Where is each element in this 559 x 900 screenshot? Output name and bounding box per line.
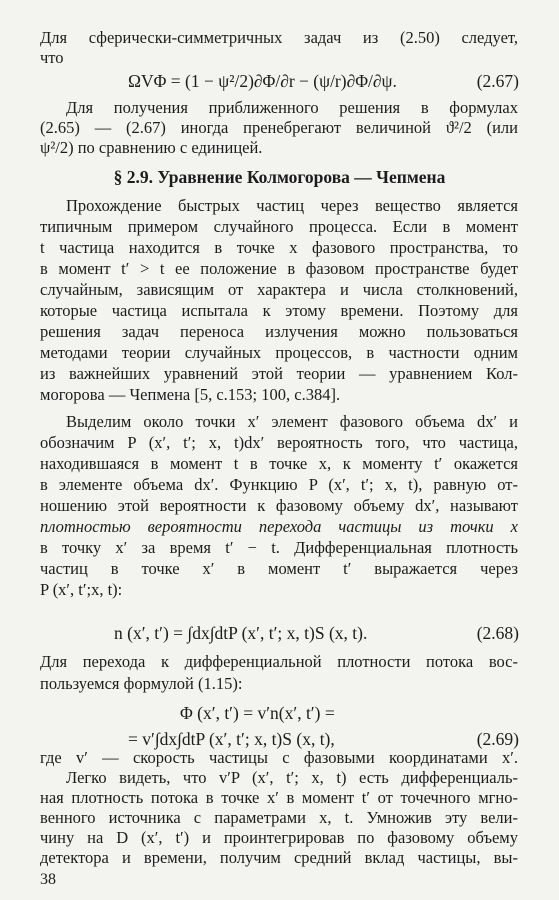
text-line: детектора и времени, получим средний вклад частицы, вы- [40,848,518,867]
text-line: которые частица испытала к этому времени. Поэтому для [40,301,518,320]
equation-number: (2.67) [476,71,519,91]
equation-2-68: n (x′, t′) = ∫dx∫dtP (x′, t′; x, t)S (x, t). [114,623,368,643]
text-line: в элементе объема dx′. Функцию P (x′, t′; x, t), равную от- [40,475,518,494]
text-line: могорова — Чепмена [5, с.153; 100, с.384]. [40,385,341,404]
section-heading: § 2.9. Уравнение Колмогорова — Чепмена [113,167,446,187]
text-line: пользуемся формулой (1.15): [40,674,243,693]
equation-2-69-line1: Φ (x′, t′) = v′n(x′, t′) = [180,703,335,723]
text-line: плотностью вероятности перехода частицы из точки x [40,517,518,536]
text-line: Для перехода к дифференциальной плотности потока вос- [40,652,518,671]
equation-number: (2.68) [476,623,519,643]
equation-2-67: ΩVΦ = (1 − ψ²/2)∂Φ/∂r − (ψ/r)∂Φ/∂ψ. [128,71,397,91]
text-line: обозначим P (x′, t′; x, t)dx′ вероятность того, что частица, [40,433,518,452]
text-line: ношению этой вероятности к фазовому объему dx′, называют [40,496,518,515]
equation-number: (2.69) [476,729,519,749]
text-line: Для сферически-симметричных задач из (2.50) следует, [40,28,518,47]
text-line: Для получения приближенного решения в формулах [66,98,518,117]
equation-2-69-line2: = v′∫dx∫dtP (x′, t′; x, t)S (x, t), [128,729,335,749]
text-line: Легко видеть, что v′P (x′, t′; x, t) есть дифференциаль- [66,768,518,787]
text-line: частиц в точке x′ в момент t′ выражается через [40,559,518,578]
text-line: t частица находится в точке x фазового пространства, то [40,238,518,257]
text-line: методами теории случайных процессов, в частности одним [40,343,518,362]
text-line: P (x′, t′;x, t): [40,580,123,599]
text-line: типичным примером случайного процесса. Если в момент [40,217,518,236]
page-number: 38 [40,871,56,888]
text-line: находившаяся в момент t в точке x, к моменту t′ окажется [40,454,518,473]
text-line: что [40,48,64,67]
text-line: Прохождение быстрых частиц через вещество является [66,196,518,215]
text-line: Выделим около точки x′ элемент фазового объема dx′ и [66,412,518,431]
text-line: в момент t′ > t ее положение в фазовом пространстве будет [40,259,518,278]
text-line: случайным, зависящим от характера и числа столкновений, [40,280,518,299]
text-line: где v′ — скорость частицы с фазовыми координатами x′. [40,748,518,767]
text-line: ная плотность потока в точке x′ в момент t′ от точечного мгно- [40,788,518,807]
text-line: ψ²/2) по сравнению с единицей. [40,138,263,157]
text-line: венного источника с параметрами x, t. Умножив эту вели- [40,808,518,827]
text-line: в точку x′ за время t′ − t. Дифференциальная плотность [40,538,518,557]
text-line: (2.65) — (2.67) иногда пренебрегают величиной ϑ²/2 (или [40,118,518,137]
text-line: из важнейших уравнений этой теории — уравнением Кол- [40,364,518,383]
text-line: решения задач переноса излучения можно пользоваться [40,322,518,341]
text-line: чину на D (x′, t′) и проинтегрировав по фазовому объему [40,828,518,847]
